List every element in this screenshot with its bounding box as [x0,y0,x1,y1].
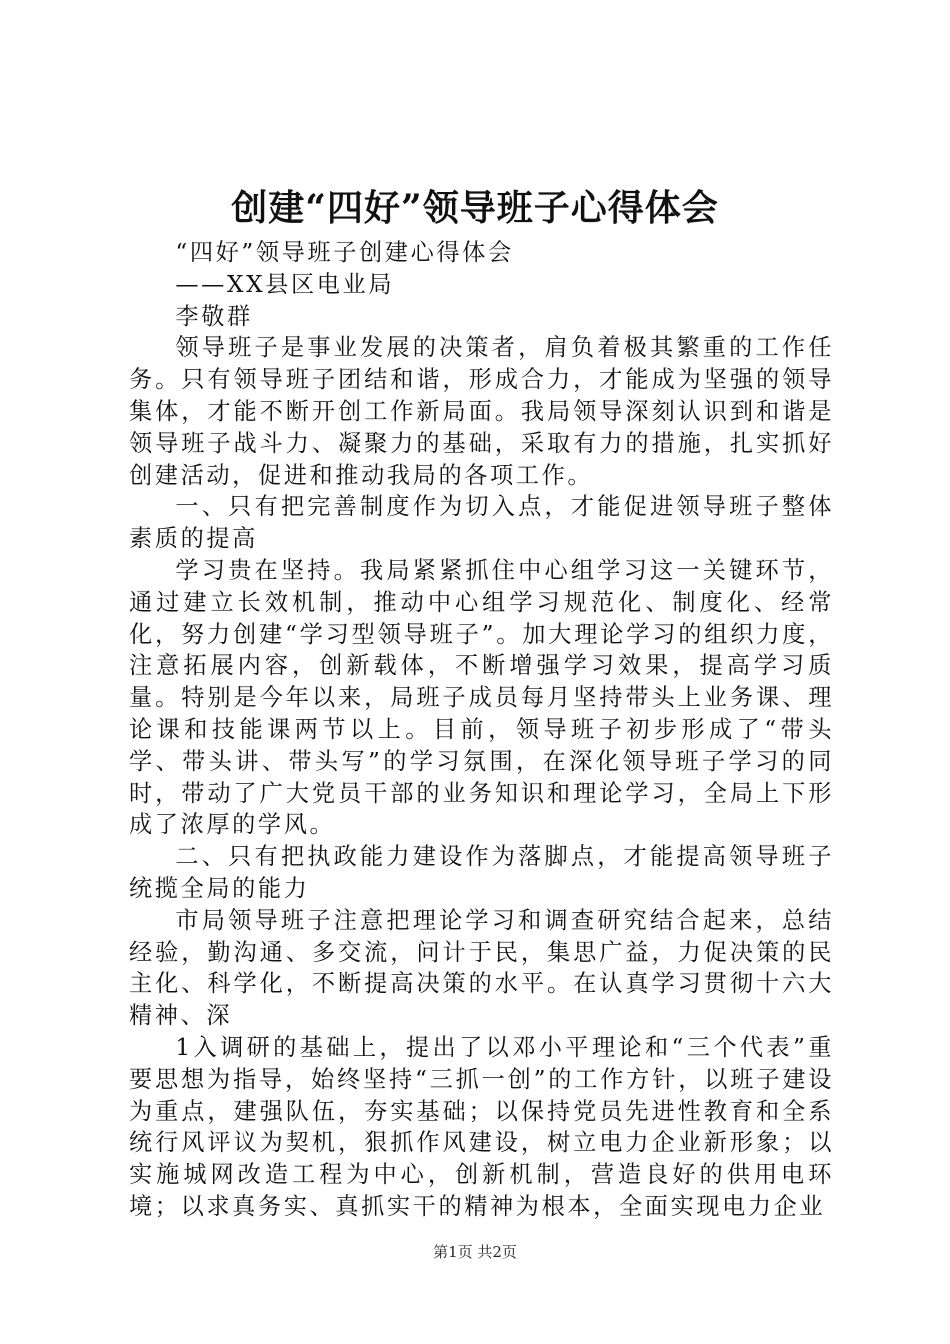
section-heading-1: 一、只有把完善制度作为切入点，才能促进领导班子整体素质的提高 [129,493,834,553]
subtitle: “四好”领导班子创建心得体会 [175,239,514,266]
paragraph-research: 1入调研的基础上，提出了以邓小平理论和“三个代表”重要思想为指导，始终坚持“三抓一创”的工作方针，以班子建设为重点，建强队伍，夯实基础；以保持党员先进性教育和全系统行风评议为契机，狠抓作风建设，树立电力企业新形象；以实施城网改造工程为中心，创新机制，营造良好的供用电环境；以求真务实、真抓实干的精神为根本，全面实现电力企业 [129,1033,834,1220]
paragraph-leadership: 市局领导班子注意把理论学习和调查研究结合起来，总结经验，勤沟通、多交流，问计于民，集思广益，力促决策的民主化、科学化，不断提高决策的水平。在认真学习贯彻十六大精神、深 [129,906,834,1030]
paragraph-intro: 领导班子是事业发展的决策者，肩负着极其繁重的工作任务。只有领导班子团结和谐，形成合力，才能成为坚强的领导集体，才能不断开创工作新局面。我局领导深刻认识到和谐是领导班子战斗力、凝聚力的基础，采取有力的措施，扎实抓好创建活动，促进和推动我局的各项工作。 [129,334,834,489]
document-title: 创建“四好”领导班子心得体会 [231,187,719,229]
page-number-footer: 第1页 共2页 [433,1243,517,1261]
organization-line: ——XX县区电业局 [175,270,395,298]
paragraph-study: 学习贵在坚持。我局紧紧抓住中心组学习这一关键环节，通过建立长效机制，推动中心组学习规范化、制度化、经常化，努力创建“学习型领导班子”。加大理论学习的组织力度，注意拓展内容，创新载体，不断增强学习效果，提高学习质量。特别是今年以来，局班子成员每月坚持带头上业务课、理论课和技能课两节以上。目前，领导班子初步形成了“带头学、带头讲、带头写”的学习氛围，在深化领导班子学习的同时，带动了广大党员干部的业务知识和理论学习，全局上下形成了浓厚的学风。 [129,556,834,839]
section-heading-2: 二、只有把执政能力建设作为落脚点，才能提高领导班子统揽全局的能力 [129,843,834,902]
document-body [129,237,834,1223]
author-name: 李敬群 [175,302,253,330]
